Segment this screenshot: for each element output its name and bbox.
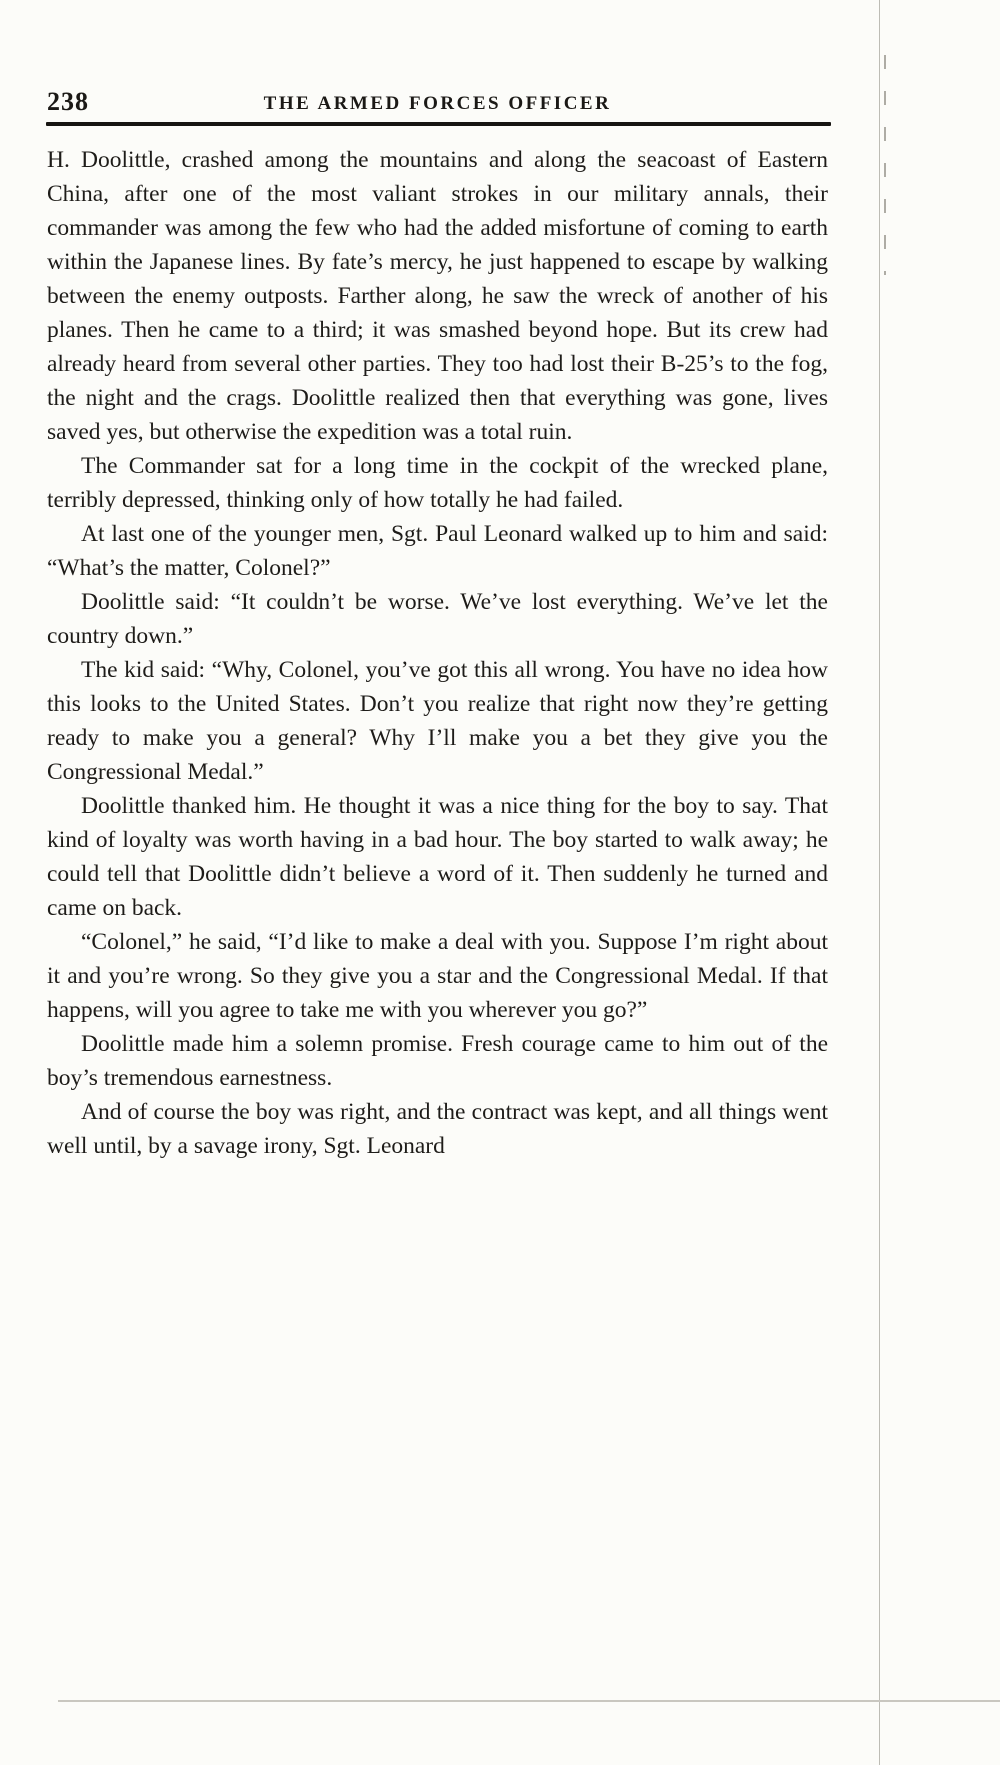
paragraph: Doolittle thanked him. He thought it was a nice thing for the boy to say. That kind of loyalty was worth having in a bad hour. The boy started to walk away; he could tell that Doolittle didn’t believe a word of it. Then suddenly he turned and came on back. (47, 793, 828, 921)
scan-edge-dashes (884, 55, 886, 275)
paragraph: “Colonel,” he said, “I’d like to make a deal with you. Suppose I’m right about it and you’re wrong. So they give you a star and the Congressional Medal. If that happens, will you agree to take me with you wherever you go?” (47, 929, 828, 1023)
paragraph: The Commander sat for a long time in the cockpit of the wrecked plane, terribly depressed, thinking only of how totally he had failed. (47, 453, 828, 513)
body-text (47, 143, 828, 1163)
scan-edge-line (879, 0, 880, 1765)
paragraph: And of course the boy was right, and the contract was kept, and all things went well until, by a savage irony, Sgt. Leonard (47, 1099, 828, 1159)
paragraph: Doolittle said: “It couldn’t be worse. We’ve lost everything. We’ve let the country down.” (47, 589, 828, 649)
paragraph: H. Doolittle, crashed among the mountains and along the seacoast of Eastern China, after one of the most valiant strokes in our military annals, their commander was among the few who had the added misfortune of coming to earth within the Japanese lines. By fate’s mercy, he just happened to escape by walking between the enemy outposts. Farther along, he saw the wreck of another of his planes. Then he came to a third; it was smashed beyond hope. But its crew had already heard from several other parties. They too had lost their B-25’s to the fog, the night and the crags. Doolittle realized then that everything was gone, lives saved yes, but otherwise the expedition was a total ruin. (47, 147, 828, 445)
page-header (47, 86, 828, 120)
scan-bottom-line (58, 1700, 1000, 1702)
running-head: THE ARMED FORCES OFFICER (263, 93, 612, 114)
paragraph: At last one of the younger men, Sgt. Paul Leonard walked up to him and said: “What’s the matter, Colonel?” (47, 521, 828, 581)
paragraph: Doolittle made him a solemn promise. Fresh courage came to him out of the boy’s tremendous earnestness. (47, 1031, 828, 1091)
header-rule (46, 122, 831, 126)
paragraph: The kid said: “Why, Colonel, you’ve got this all wrong. You have no idea how this looks to the United States. Don’t you realize that right now they’re getting ready to make you a general? Why I’ll make you a bet they give you the Congressional Medal.” (47, 657, 828, 785)
page-number: 238 (47, 87, 89, 116)
